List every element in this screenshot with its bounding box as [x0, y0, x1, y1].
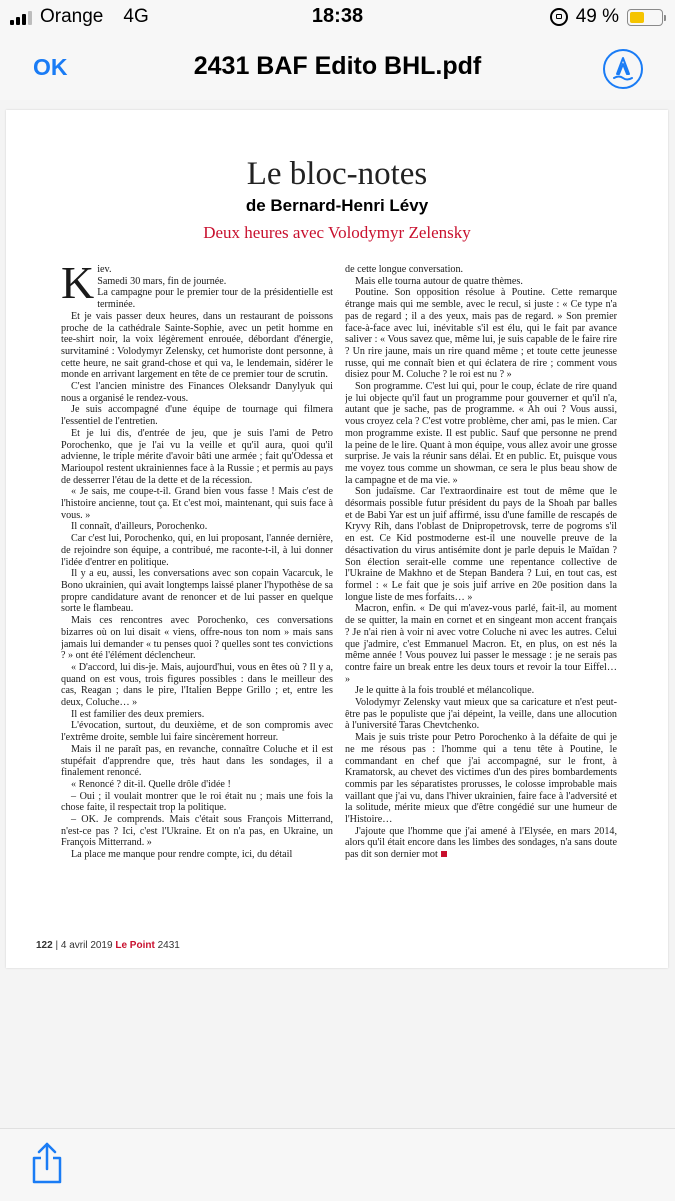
article-paragraph: L'évocation, surtout, du deuxième, et de son compromis avec l'extrême droite, semble lui faire sincèrement horreur.	[61, 720, 333, 744]
page-footer: 122 | 4 avril 2019 Le Point 2431	[36, 940, 180, 951]
share-icon	[30, 1141, 64, 1185]
article-paragraph: Je le quitte à la fois troublé et mélancolique.	[355, 685, 535, 697]
page-number: 122	[36, 940, 53, 951]
article-title: Le bloc-notes	[246, 156, 428, 192]
network-type: 4G	[123, 6, 149, 27]
article-paragraph: Je suis accompagné d'une équipe de tournage qui filmera l'essentiel de l'entretien.	[61, 404, 333, 428]
article-paragraph: C'est l'ancien ministre des Finances Oleksandr Danylyuk qui nous a organisé le rendez-vous.	[61, 381, 333, 404]
drop-cap: K	[61, 264, 95, 308]
article-paragraph: La place me manque pour rendre compte, ici, du détail	[71, 849, 293, 861]
article-subtitle: Deux heures avec Volodymyr Zelensky	[203, 223, 471, 242]
article-paragraph: Mais je suis triste pour Petro Porochenko à la défaite de qui je ne me résous pas : l'homme qui a tenu tête à Poutine, le commandant en chef que j'ai accompagné, sur le front, à Kramatorsk, au chevet des victimes d'un des pires bombardements commis par les séparatistes prorusses, le colosse improbable mais vaillant que j'ai vu, dans l'hiver ukrainien, faire face à l'adversité et la solitude, mérite mieux que d'être congédié sur une humeur de l'Histoire…	[345, 732, 617, 826]
battery-icon	[627, 9, 663, 26]
markup-pen-icon	[611, 56, 635, 82]
article-paragraph: J'ajoute que l'homme que j'ai amené à l'Elysée, en mars 2014, alors qu'il était encore dans les limbes des sondages, n'a sans doute pas dit son dernier mot	[345, 825, 617, 861]
end-mark-icon	[441, 851, 447, 857]
issue-date: 4 avril 2019	[60, 940, 113, 951]
article-paragraph: Mais ces rencontres avec Porochenko, ces conversations bizarres où on lui disait « viens, offre-nous ton nom » mais sans jamais lui demander « tu penses quoi ? quelles sont tes convictions ? » ont été l'élément déclencheur.	[61, 615, 333, 662]
article-paragraph: Macron, enfin. « De qui m'avez-vous parlé, fait-il, au moment de se quitter, la main en cornet et en singeant mon accent français ? Je n'ai rien à voir ni avec votre Coluche ni avec les autres. Celui que j'admire, c'est Emmanuel Macron. Et, en plus, on est nés la même année ! Vous pouvez lui passer le message : je ne serais pas contre faire un break entre les deux tours et revoir la tour Eiffel… »	[345, 603, 617, 685]
bottom-toolbar	[0, 1128, 675, 1201]
rotation-lock-icon	[550, 8, 568, 26]
article-paragraph	[61, 264, 333, 311]
battery-fill	[630, 12, 644, 23]
battery-percent: 49 %	[575, 6, 619, 27]
carrier-name: Orange	[40, 6, 104, 27]
clock: 18:38	[311, 5, 364, 27]
first-paragraph-text: iev. Samedi 30 mars, fin de journée. La campagne pour le premier tour de la présidentielle est terminée.	[97, 264, 333, 311]
article-paragraph: Il y a eu, aussi, les conversations avec son copain Vacarcuk, le Bono ukrainien, qui avait longtemps laissé planer l'hypothèse de sa propre candidature avant de renoncer et de lui passer en quelque sorte le flambeau.	[61, 568, 333, 615]
article-paragraph: Son judaïsme. Car l'extraordinaire est tout de même que le désormais possible futur président du pays de la Shoah par balles et de Babi Yar est un juif affirmé, issu d'une famille de rescapés de Kryvy Rih, dans l'oblast de Dnipropetrovsk, terre de pogroms s'il en est. Ce Kid postmoderne est-il une nouvelle preuve de la désactivation du virus antisémite dont je parle depuis le Maïdan ? Son élection serait-elle comme une repentance collective de l'Ukraine de Makhno et de Stepan Bandera ? Lui, en tout cas, est formel : « Le fait que je sois juif arrive en 20e position dans la longue liste de mes forfaits… »	[345, 486, 617, 603]
article-paragraph: « Renoncé ? dit-il. Quelle drôle d'idée !	[71, 778, 231, 790]
status-bar	[0, 0, 675, 36]
article-author: de Bernard-Henri Lévy	[245, 196, 429, 215]
article-paragraph: – OK. Je comprends. Mais c'était sous François Mitterrand, n'est-ce pas ? Ici, c'est l'Ukraine. Et on n'a pas, en Ukraine, un François Mitterrand. »	[61, 814, 333, 849]
article-paragraph: Mais il ne paraît pas, en revanche, connaître Coluche et il est stupéfait d'apprendre que, très haut dans les sondages, il a finalement renoncé.	[61, 743, 333, 779]
status-right	[550, 6, 663, 28]
article-paragraph: « Je sais, me coupe-t-il. Grand bien vous fasse ! Mais c'est de l'histoire ancienne, tout ça. Et c'est moi, maintenant, qui suis face à vous. »	[61, 486, 333, 521]
column-left	[61, 264, 333, 934]
article-paragraph: Il est familier des deux premiers.	[71, 708, 205, 720]
article-paragraph: – Oui ; il voulait montrer que le roi était nu ; mais une fois la chose faite, il respectait trop la politique.	[61, 790, 333, 814]
article-paragraph: Son programme. C'est lui qui, pour le coup, éclate de rire quand je lui objecte qu'il faut un programme pour gouverner et qu'il n'a, autant que je sache, pas de programme. « Ah oui ? Vous aussi, vous croyez cela ? C'est votre problème, cher ami, pas le mien. Car mon programme existe. Il est public. Sauf que personne ne prend la peine de le lire. Quant à mon équipe, vous allez avoir une grosse surprise. Je vais la réunir sans délai. Et en public. Et, puisque vous me voyez tous comme un showman, ce sera le plus beau show de la campagne et de ma vie. »	[345, 381, 617, 486]
issue-number: 2431	[157, 940, 180, 951]
article-paragraph: de cette longue conversation.	[345, 264, 464, 275]
article-paragraph: Il connaît, d'ailleurs, Porochenko.	[71, 521, 208, 533]
pdf-page[interactable]	[6, 110, 668, 968]
article-paragraph: Et je lui dis, d'entrée de jeu, que je suis l'ami de Petro Porochenko, que je l'ai vu la veille et qu'il aura, quoi qu'il advienne, le triple mérite d'avoir bâti une armée ; fait qu'Odessa et Marioupol restent ukrainiennes face à la Russie ; et permis au pays de desserrer l'étau de la dette et de la récession.	[61, 427, 333, 486]
article-paragraph: Volodymyr Zelensky vaut mieux que sa caricature et n'est peut-être pas le populiste que j'ai dépeint, la veille, dans une allocution à l'université Taras Chevtchenko.	[345, 697, 617, 732]
magazine-brand: Le Point	[115, 940, 155, 951]
document-title: 2431 BAF Edito BHL.pdf	[193, 52, 482, 80]
article-paragraph: Poutine. Son opposition résolue à Poutine. Cette remarque étrange mais qui me semble, avec le recul, si juste : « Ce type n'a pas de regard ; il a des yeux, mais pas de regard. » Son premier face-à-face avec lui, inévitable s'il est élu, qui le fait par avance saliver : « Vous savez que, même lui, je suis capable de le faire rire ? Un rire jaune, mais un rire quand même ; et toute cette jeunesse russe, qui me connaît bien et qui éclatera de rire ; comment vous disiez pour M. Coluche ? le roi est nu ? »	[345, 287, 617, 381]
article-paragraph: Mais elle tourna autour de quatre thèmes.	[355, 275, 523, 287]
ok-button[interactable]: OK	[33, 54, 68, 80]
nav-bar	[0, 36, 675, 100]
markup-button[interactable]	[603, 49, 643, 89]
article-paragraph: Car c'est lui, Porochenko, qui, en lui proposant, l'année dernière, de rejoindre son équipe, a contribué, me raconte-t-il, à lui donner l'idée d'entrer en politique.	[61, 533, 333, 568]
article-paragraph: « D'accord, lui dis-je. Mais, aujourd'hui, vous en êtes où ? Il y a, quand on est vous, trois figures possibles : dans le meilleur des cas, Reagan ; dans le pire, l'Italien Beppe Grillo ; et, entre les deux, Coluche… »	[61, 661, 333, 709]
article-paragraph: Et je vais passer deux heures, dans un restaurant de poissons proche de la cathédrale Sainte-Sophie, avec un petit homme en tee-shirt noir, la voix légèrement enrouée, débordant d'énergie, survitaminé : Volodymyr Zelensky, cet humoriste dont personne, à cette heure, ne sait grand-chose et qui va, le lendemain, sidérer le monde en arrivant largement en tête de ce premier tour de scrutin.	[61, 310, 333, 381]
column-right	[345, 264, 617, 934]
article-body	[61, 264, 617, 934]
share-button[interactable]	[30, 1141, 64, 1190]
